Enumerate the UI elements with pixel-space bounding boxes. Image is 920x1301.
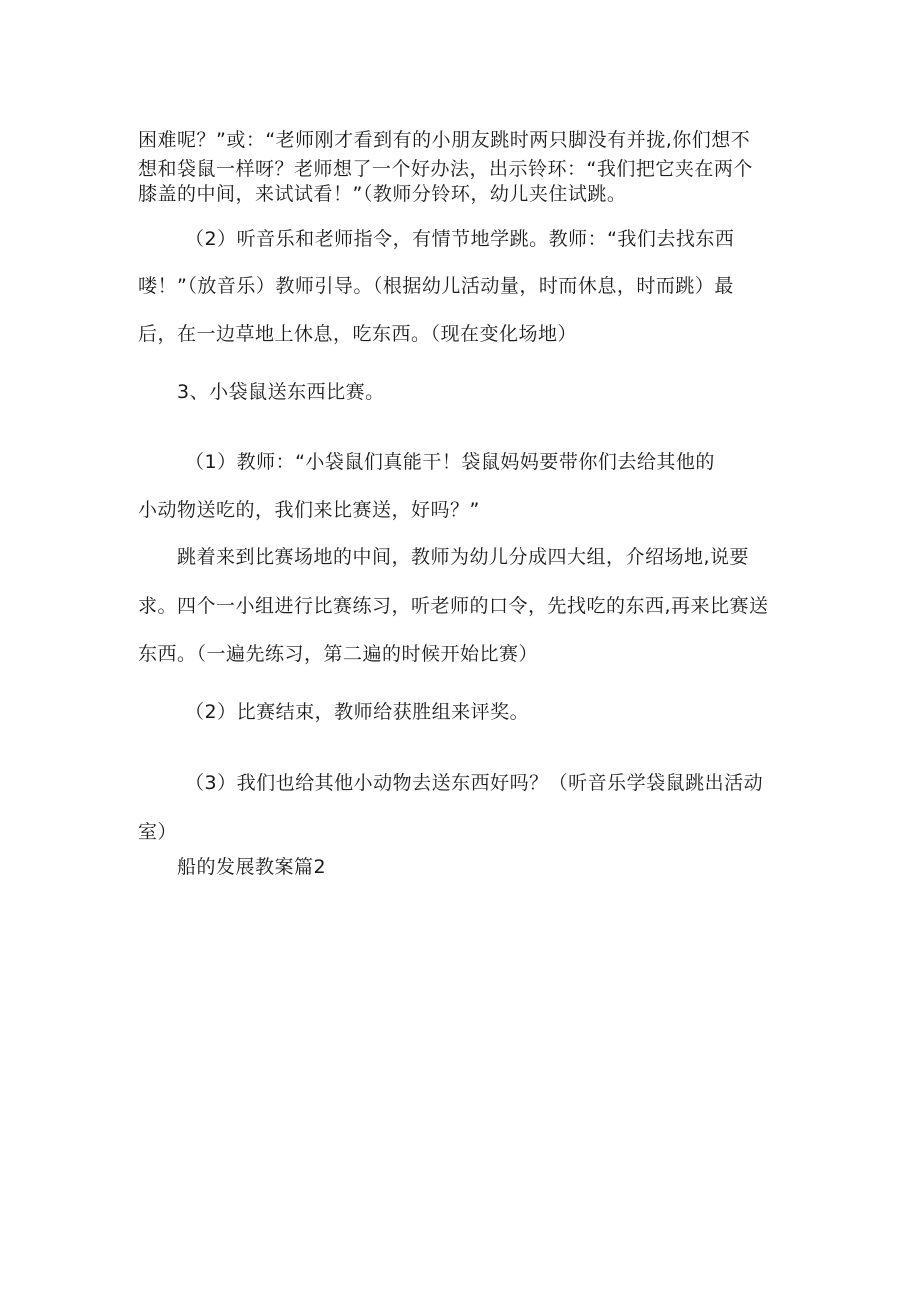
paragraph-line-6: 后，在一边草地上休息，吃东西。（现在变化场地） bbox=[138, 323, 578, 345]
paragraph-line-13: （2）比赛结束，教师给获胜组来评奖。 bbox=[185, 701, 530, 723]
paragraph-line-8: （1）教师：“小袋鼠们真能干！袋鼠妈妈要带你们去给其他的 bbox=[185, 451, 715, 473]
paragraph-line-11: 求。四个一小组进行比赛练习，听老师的口令，先找吃的东西,再来比赛送 bbox=[138, 595, 769, 617]
section-heading-lesson-2: 船的发展教案篇2 bbox=[177, 856, 327, 878]
paragraph-line-4: （2）听音乐和老师指令，有情节地学跳。教师：“我们去找东西 bbox=[185, 228, 735, 250]
paragraph-line-3: 膝盖的中间，来试试看！”（教师分铃环，幼儿夹住试跳。 bbox=[138, 183, 627, 205]
paragraph-line-14: （3）我们也给其他小动物去送东西好吗？（听音乐学袋鼠跳出活动 bbox=[185, 772, 764, 794]
paragraph-line-12: 东西。（一遍先练习，第二遍的时候开始比赛） bbox=[138, 643, 539, 665]
paragraph-line-9: 小动物送吃的，我们来比赛送，好吗？” bbox=[138, 499, 480, 521]
paragraph-line-10: 跳着来到比赛场地的中间，教师为幼儿分成四大组，介绍场地,说要 bbox=[177, 546, 750, 568]
paragraph-line-1: 困难呢？”或：“老师刚才看到有的小朋友跳时两只脚没有并拢,你们想不 bbox=[138, 129, 751, 151]
section-heading-3: 3、小袋鼠送东西比赛。 bbox=[177, 381, 385, 403]
paragraph-line-15: 室） bbox=[138, 821, 178, 843]
paragraph-line-5: 喽！”（放音乐）教师引导。（根据幼儿活动量，时而休息，时而跳）最 bbox=[138, 275, 734, 297]
paragraph-line-2: 想和袋鼠一样呀？老师想了一个好办法，出示铃环：“我们把它夹在两个 bbox=[138, 158, 753, 180]
